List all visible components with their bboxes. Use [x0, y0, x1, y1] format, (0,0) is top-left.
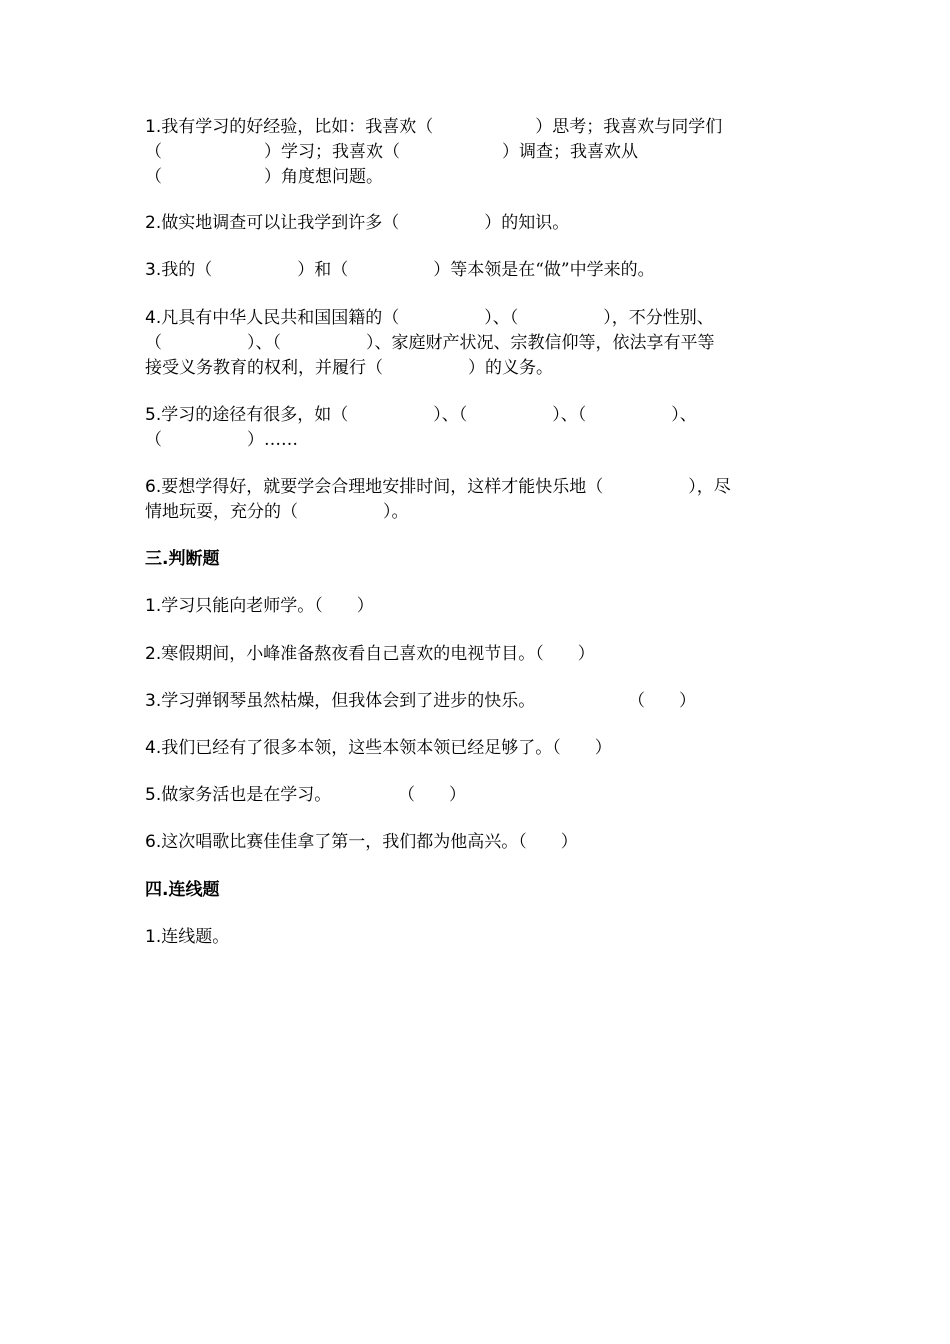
question-number: 2.: [145, 213, 162, 233]
judge-q1: [145, 594, 374, 619]
answer-paren: （ ）: [398, 785, 466, 805]
judge-q5: [145, 783, 331, 808]
question-text: 情地玩耍，充分的（ ）。: [145, 502, 409, 522]
question-number: 1.: [145, 596, 162, 616]
fill-q3: [145, 258, 655, 283]
question-text: 凡具有中华人民共和国国籍的（ ）、（ ），不分性别、: [161, 308, 714, 328]
question-text: 学习只能向老师学。（ ）: [161, 596, 374, 616]
question-number: 5.: [145, 785, 162, 805]
question-number: 1.: [145, 927, 162, 947]
question-text: （ ）学习；我喜欢（ ）调查；我喜欢从: [145, 142, 638, 162]
judge-q3: [145, 689, 535, 714]
question-number: 4.: [145, 738, 162, 758]
fill-q6-line2: [145, 500, 409, 525]
fill-q4-line3: [145, 356, 553, 381]
question-number: 3.: [145, 691, 162, 711]
question-text: 要想学得好，就要学会合理地安排时间，这样才能快乐地（ ），尽: [161, 477, 731, 497]
question-text: （ ）、（ ）、家庭财产状况、宗教信仰等，依法享有平等: [145, 333, 715, 353]
question-text: 连线题。: [161, 927, 230, 947]
question-number: 6.: [145, 477, 162, 497]
judge-q6: [145, 830, 578, 855]
answer-paren: （ ）: [628, 691, 696, 711]
question-text: 我有学习的好经验，比如：我喜欢（ ）思考；我喜欢与同学们: [161, 117, 723, 137]
matching-q1: [145, 925, 229, 950]
fill-q6-line1: [145, 475, 731, 500]
question-number: 5.: [145, 405, 162, 425]
question-text: 学习的途径有很多，如（ ）、（ ）、（ ）、: [161, 405, 697, 425]
question-text: 我的（ ）和（ ）等本领是在“做”中学来的。: [161, 260, 655, 280]
question-text: （ ）角度想问题。: [145, 167, 383, 187]
question-number: 4.: [145, 308, 162, 328]
question-text: 做实地调查可以让我学到许多（ ）的知识。: [161, 213, 570, 233]
fill-q2: [145, 211, 569, 236]
section-heading-matching: 四.连线题: [145, 880, 220, 900]
fill-q4-line2: [145, 331, 715, 356]
fill-q4-line1: [145, 306, 714, 331]
judge-q4: [145, 736, 612, 761]
question-text: 寒假期间，小峰准备熬夜看自己喜欢的电视节目。（ ）: [161, 644, 595, 664]
question-text: 做家务活也是在学习。: [161, 785, 332, 805]
question-text: 我们已经有了很多本领，这些本领本领已经足够了。（ ）: [161, 738, 612, 758]
section-heading-judgment: 三.判断题: [145, 549, 220, 569]
fill-q1-line2: [145, 140, 638, 165]
question-text: 学习弹钢琴虽然枯燥，但我体会到了进步的快乐。: [161, 691, 536, 711]
question-number: 2.: [145, 644, 162, 664]
question-text: 这次唱歌比赛佳佳拿了第一，我们都为他高兴。（ ）: [161, 832, 578, 852]
fill-q5-line1: [145, 403, 697, 428]
question-text: （ ）……: [145, 430, 298, 450]
fill-q5-line2: [145, 428, 298, 453]
question-text: 接受义务教育的权利，并履行（ ）的义务。: [145, 358, 553, 378]
fill-q1-line1: [145, 115, 722, 140]
question-number: 1.: [145, 117, 162, 137]
question-number: 6.: [145, 832, 162, 852]
judge-q2: [145, 642, 595, 667]
fill-q1-line3: [145, 165, 383, 190]
question-number: 3.: [145, 260, 162, 280]
